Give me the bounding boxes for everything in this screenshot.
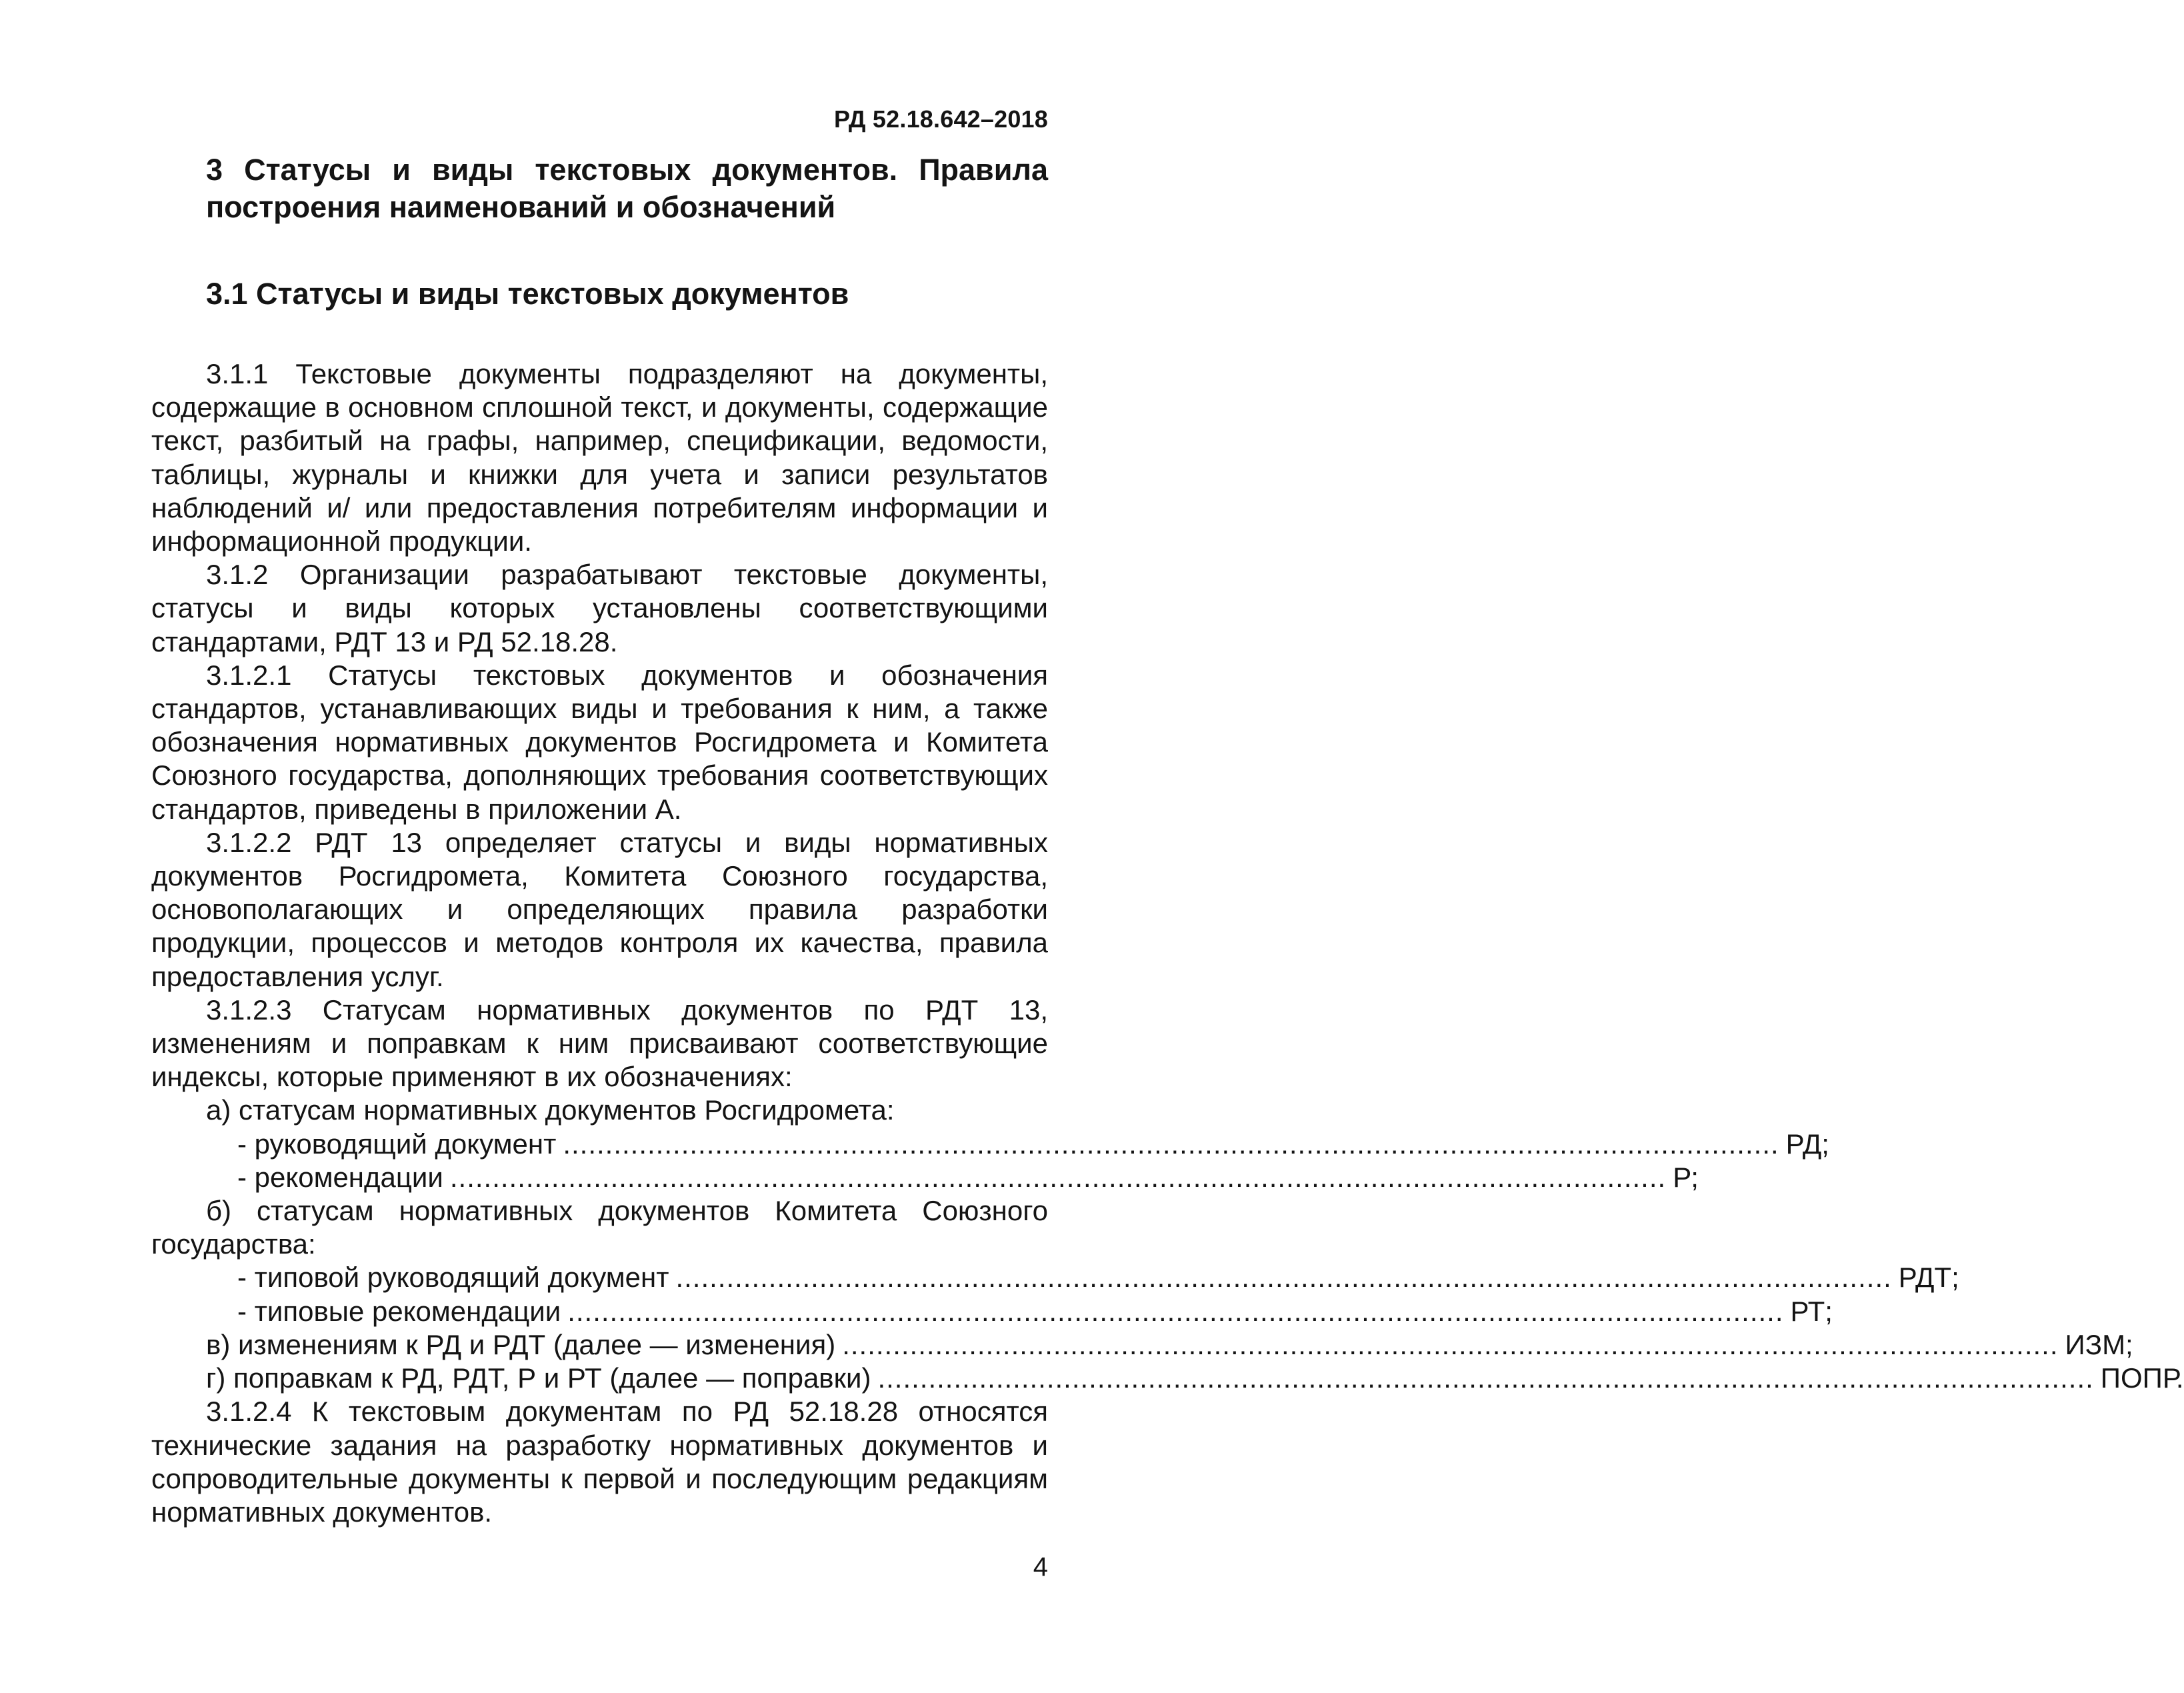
leader-dots: ................................................................................................................................................ (842, 1328, 2059, 1360)
section-title: 3 Статусы и виды текстовых документов. Правила построения наименований и обозначений (206, 153, 1048, 224)
leader-value: РД; (1785, 1128, 1829, 1160)
leader-value: Р; (1673, 1161, 1699, 1193)
leader-label: в) изменениям к РД и РДТ (далее — изменения) (206, 1328, 836, 1360)
leader-dots: ................................................................................................................................................ (675, 1262, 1892, 1294)
leader-label: - типовой руководящий документ (237, 1262, 669, 1294)
leader-value: РТ; (1790, 1295, 1833, 1327)
leader-dots: ................................................................................................................................................ (563, 1128, 1779, 1160)
leader-value: РДТ; (1898, 1262, 1959, 1294)
leader-label: г) поправкам к РД, РДТ, Р и РТ (далее — поправки) (206, 1362, 871, 1394)
list-item-v (151, 1328, 2133, 1362)
list-subitem-a-1 (151, 1128, 1829, 1161)
list-subitem-b-1 (151, 1261, 1959, 1294)
list-item-g (151, 1362, 2184, 1395)
paragraph-3-1-2: 3.1.2 Организации разрабатывают текстовые документы, статусы и виды которых установлены соответствующими стандартами, РДТ 13 и РД 52.18.28. (151, 559, 1048, 657)
leader-value: ИЗМ; (2065, 1328, 2133, 1360)
list-item-b: б) статусам нормативных документов Комитета Союзного государства: (151, 1195, 1048, 1260)
paragraph-3-1-2-1: 3.1.2.1 Статусы текстовых документов и обозначения стандартов, устанавливающих виды и требования к ним, а также обозначения нормативных документов Росгидромета и Комитета Союзного государства, дополняющих требования соответствующих стандартов, приведены в приложении А. (151, 659, 1048, 825)
leader-label: - типовые рекомендации (237, 1295, 561, 1327)
page-number: 4 (1033, 1552, 1048, 1582)
leader-dots: ................................................................................................................................................ (567, 1295, 1784, 1327)
subsection-title: 3.1 Статусы и виды текстовых документов (206, 277, 849, 311)
paragraph-3-1-1: 3.1.1 Текстовые документы подразделяют на документы, содержащие в основном сплошной текст, и документы, содержащие текст, разбитый на графы, например, спецификации, ведомости, таблицы, журналы и книжки для учета и записи результатов наблюдений и/ или предоставления потребителям информации и информационной продукции. (151, 358, 1048, 557)
list-item-a: а) статусам нормативных документов Росгидромета: (206, 1094, 895, 1126)
leader-dots: ................................................................................................................................................ (449, 1161, 1667, 1193)
document-code: РД 52.18.642–2018 (833, 105, 1048, 133)
leader-value: ПОПР. (2100, 1362, 2184, 1394)
leader-label: - рекомендации (237, 1161, 443, 1193)
leader-dots: ................................................................................................................................................ (877, 1362, 2094, 1394)
paragraph-3-1-2-2: 3.1.2.2 РДТ 13 определяет статусы и виды нормативных документов Росгидромета, Комитета Союзного государства, основополагающих и определяющих правила разработки продукции, процессов и методов контроля их качества, правила предоставления услуг. (151, 826, 1048, 992)
list-subitem-b-2 (151, 1295, 1833, 1328)
paragraph-3-1-2-3: 3.1.2.3 Статусам нормативных документов по РДТ 13, изменениям и поправкам к ним присваивают соответствующие индексы, которые применяют в их обозначениях: (151, 994, 1048, 1093)
list-subitem-a-2 (151, 1161, 1699, 1194)
paragraph-3-1-2-4: 3.1.2.4 К текстовым документам по РД 52.18.28 относятся технические задания на разработку нормативных документов и сопроводительные документы к первой и последующим редакциям нормативных документов. (151, 1396, 1048, 1528)
leader-label: - руководящий документ (237, 1128, 557, 1160)
document-body (151, 357, 2184, 1529)
